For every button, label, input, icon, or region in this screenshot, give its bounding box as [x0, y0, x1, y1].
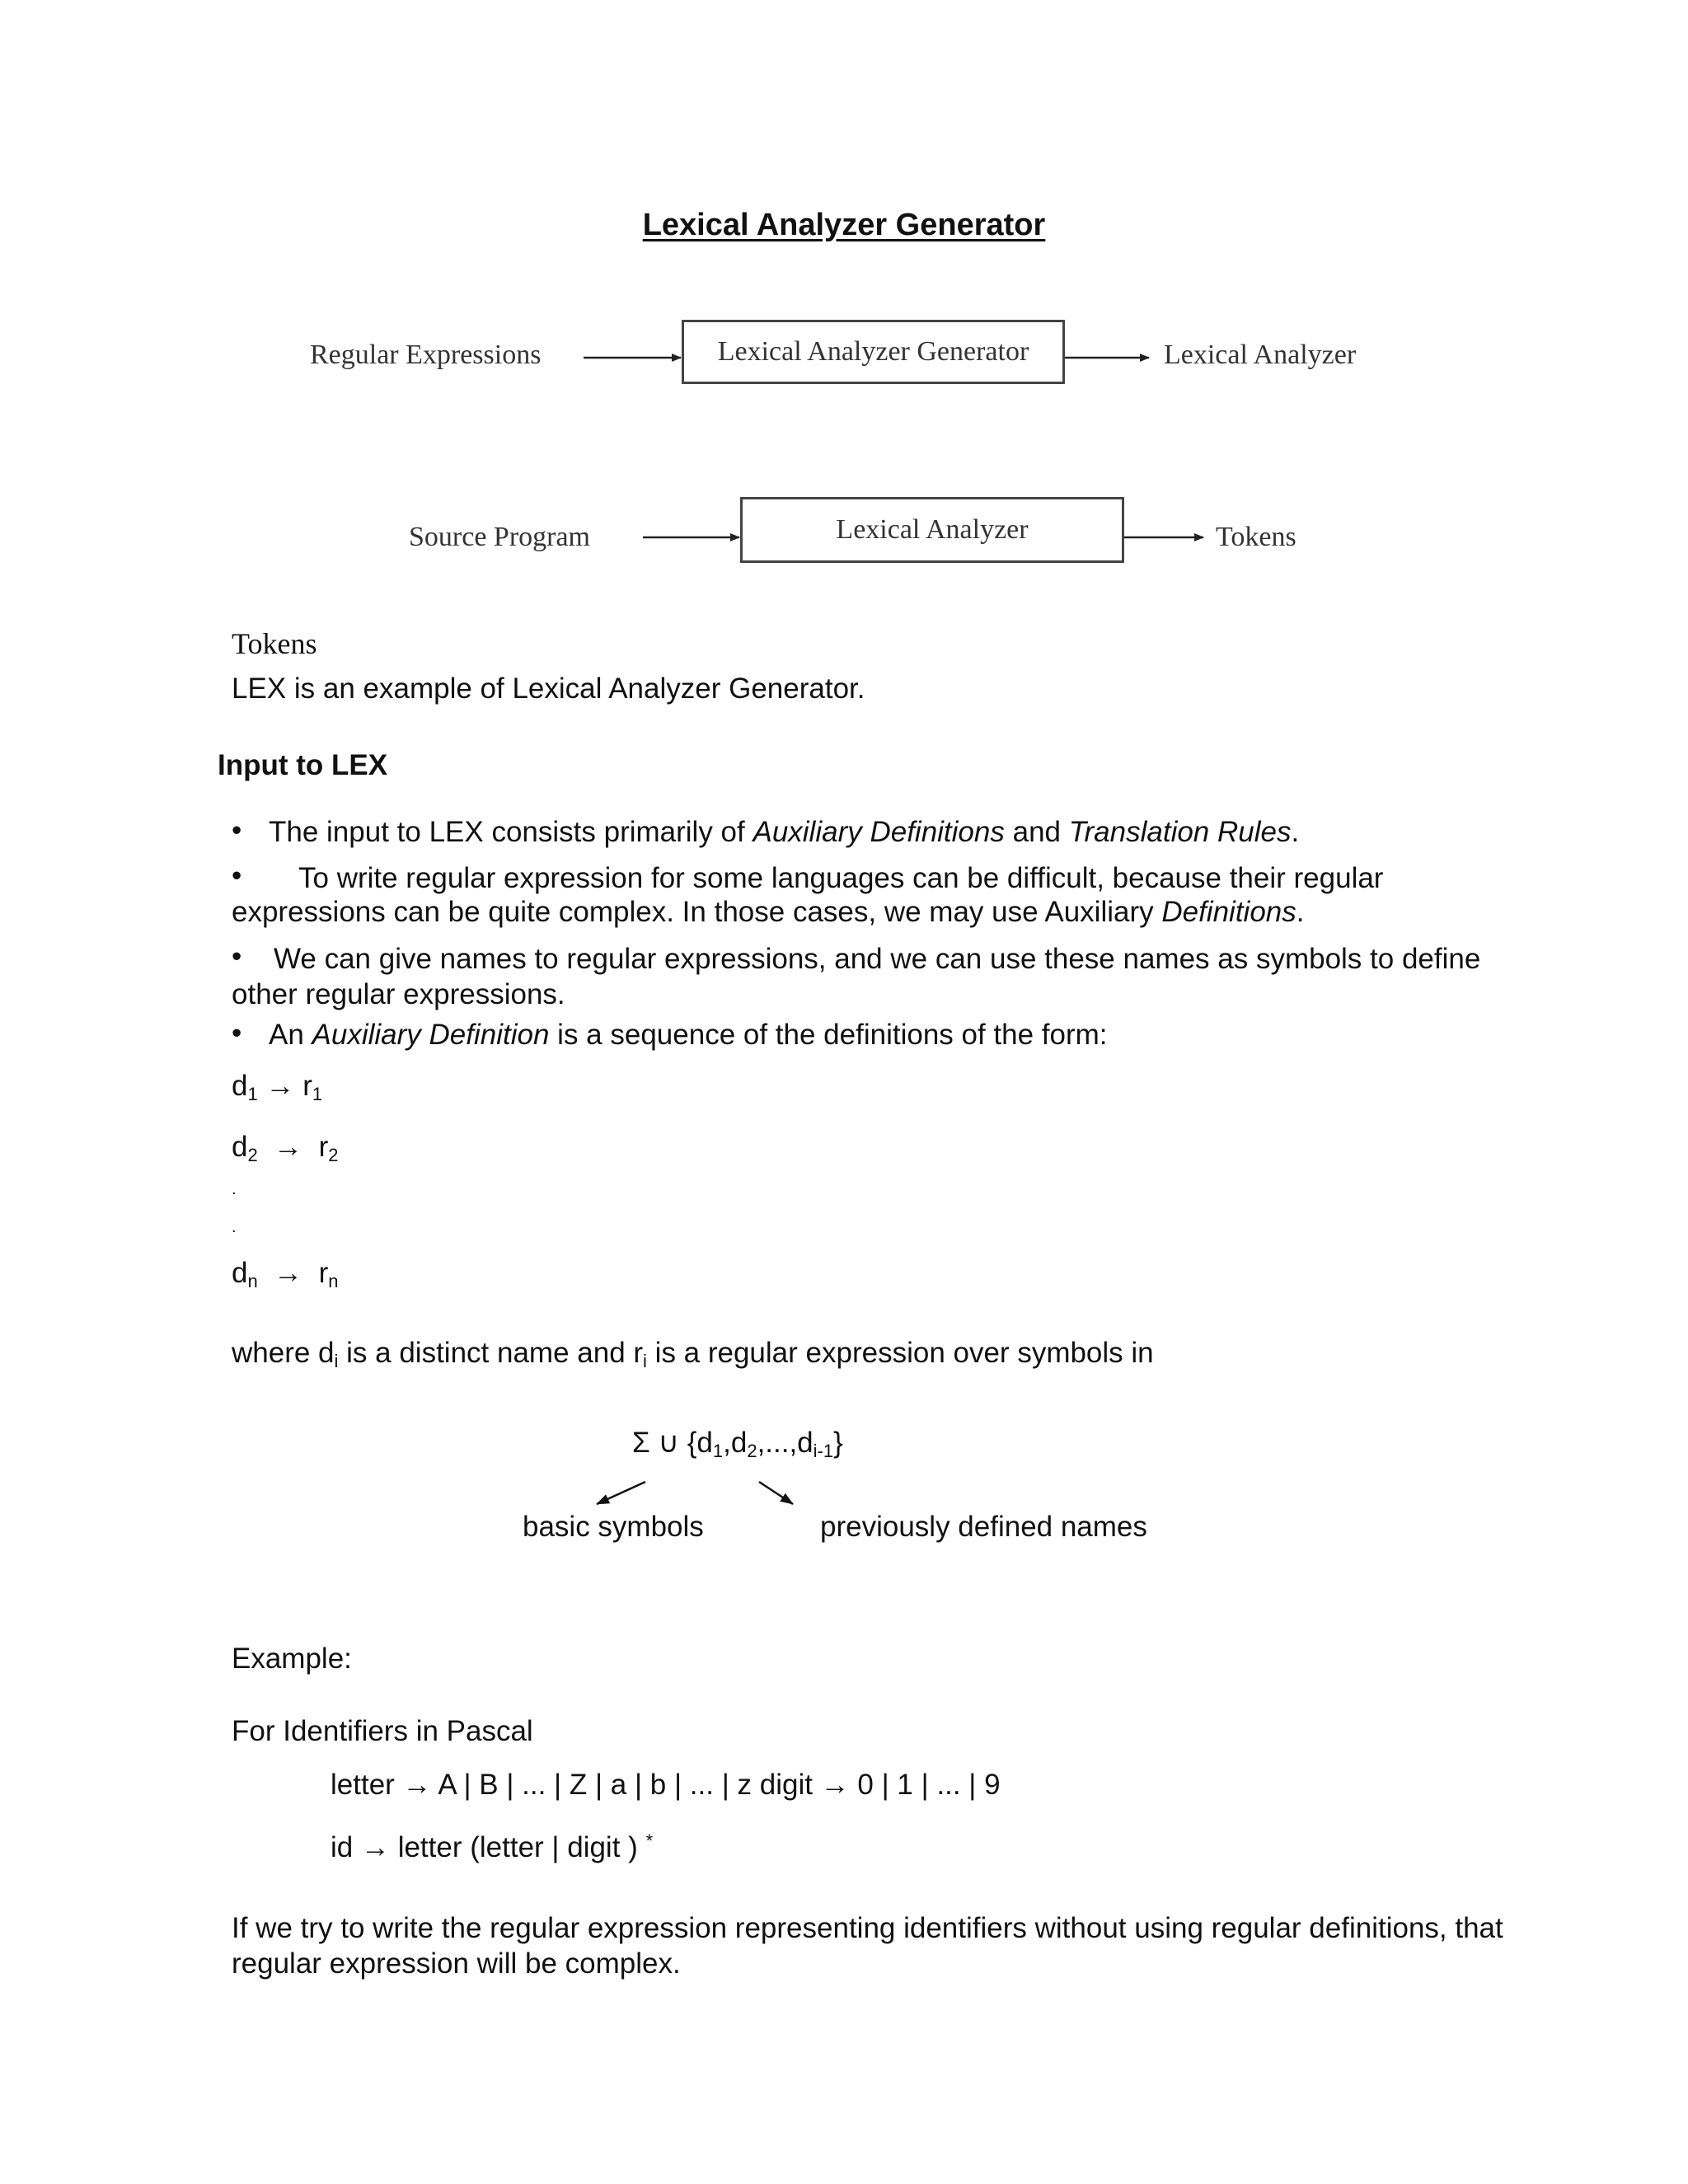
- sigma-set: Σ ∪ $\{d_1,d_2,...,d_{i-1}\}$: [632, 1427, 843, 1461]
- where-sentence: where $d_i$ is a distinct name and $r_i$ is a regular expression over symbols in: [232, 1337, 1154, 1371]
- diagram-input-source: Source Program: [409, 522, 591, 552]
- diagram-box-lexer: Lexical Analyzer: [740, 497, 1124, 563]
- diagram-output-lexer: Lexical Analyzer: [1164, 340, 1357, 370]
- ellipsis-dot: .: [232, 1180, 237, 1198]
- conclusion-line-1: If we try to write the regular expression representing identifiers without using regular definitions, that: [232, 1912, 1503, 1944]
- diagram-arrows: [0, 0, 1688, 626]
- page-title: Lexical Analyzer Generator: [642, 208, 1046, 242]
- arrow-to-defined-names: [759, 1482, 793, 1504]
- bullet-2-line-1: To write regular expression for some languages can be difficult, because their regular: [298, 862, 1384, 894]
- definition-2: $d_2 \to r_2$: [232, 1131, 339, 1165]
- bullet-2-line-2: expressions can be quite complex. In those cases, we may use Auxiliary Definitions.: [232, 896, 1305, 928]
- arrow-to-basic-symbols: [597, 1482, 645, 1504]
- diagram-box-lexgen: Lexical Analyzer Generator: [682, 320, 1065, 384]
- ellipsis-dot: .: [232, 1218, 237, 1236]
- bullet-3-line-2: other regular expressions.: [232, 978, 565, 1010]
- definition-1: $d_1 \to r_1$: [232, 1070, 323, 1104]
- conclusion-line-2: regular expression will be complex.: [232, 1947, 681, 1980]
- bullet-marker: •: [232, 940, 242, 972]
- example-title: For Identifiers in Pascal: [232, 1715, 533, 1747]
- intro-text: LEX is an example of Lexical Analyzer Generator.: [232, 673, 865, 705]
- bullet-marker: •: [232, 860, 242, 892]
- definition-n: $d_n \to r_n$: [232, 1257, 339, 1291]
- tokens-label: Tokens: [232, 627, 317, 660]
- bullet-1: The input to LEX consists primarily of Auxiliary Definitions and Translation Rules.: [269, 816, 1300, 848]
- section-heading: Input to LEX: [218, 749, 388, 781]
- example-label: Example:: [232, 1643, 352, 1675]
- bullet-4: An Auxiliary Definition is a sequence of the definitions of the form:: [269, 1019, 1108, 1051]
- diagram-input-regex: Regular Expressions: [310, 340, 542, 370]
- bullet-3-line-1: We can give names to regular expressions, and we can use these names as symbols to define: [274, 943, 1481, 975]
- rule-letter-digit: letter → A | B | ... | Z | a | b | ... | z digit → 0 | 1 | ... | 9: [331, 1769, 1001, 1801]
- annotation-defined-names: previously defined names: [820, 1511, 1147, 1543]
- diagram-output-tokens: Tokens: [1216, 522, 1296, 552]
- rule-id: id → letter (letter | digit ) *: [331, 1830, 654, 1863]
- annotation-arrows: [0, 1467, 1688, 1516]
- annotation-basic-symbols: basic symbols: [523, 1511, 704, 1543]
- bullet-marker: •: [232, 1017, 242, 1049]
- bullet-marker: •: [232, 814, 242, 846]
